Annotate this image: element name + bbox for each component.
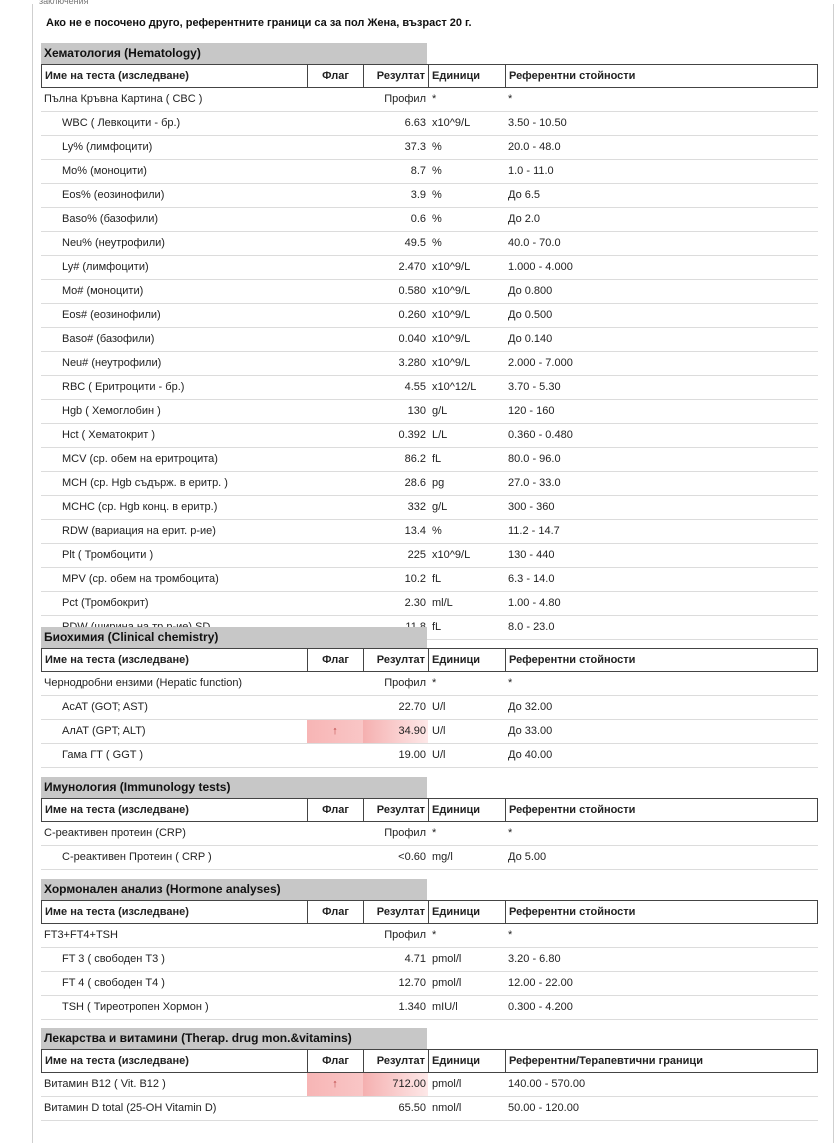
test-name: Ly% (лимфоцити) <box>62 141 153 153</box>
test-name: FT 3 ( свободен Т3 ) <box>62 953 165 965</box>
table-row <box>41 376 818 400</box>
flag-cell <box>307 328 363 351</box>
result-cell: 0.580 <box>398 285 426 297</box>
table-header <box>41 798 818 822</box>
flag-cell <box>307 136 363 159</box>
reference-cell: 80.0 - 96.0 <box>508 453 561 465</box>
section-3 <box>41 879 818 1020</box>
units-cell: fL <box>432 573 442 585</box>
reference-cell: 140.00 - 570.00 <box>508 1078 586 1090</box>
units-cell: x10^9/L <box>432 117 471 129</box>
units-cell: x10^9/L <box>432 261 471 273</box>
table-header <box>41 1049 818 1073</box>
units-cell: pmol/l <box>432 953 462 965</box>
flag-cell <box>307 448 363 471</box>
reference-cell: 3.70 - 5.30 <box>508 381 561 393</box>
test-name: Eos% (еозинофили) <box>62 189 165 201</box>
table-row <box>41 1073 818 1097</box>
header-units: Единици <box>429 901 506 923</box>
result-cell: 19.00 <box>398 749 426 761</box>
reference-cell: 3.20 - 6.80 <box>508 953 561 965</box>
flag-cell <box>307 592 363 615</box>
reference-cell: До 0.500 <box>508 309 553 321</box>
result-cell: 8.7 <box>410 165 426 177</box>
header-reference: Референтни стойности <box>509 804 636 816</box>
test-name: Neu% (неутрофили) <box>62 237 165 249</box>
units-cell: g/L <box>432 405 448 417</box>
section-4 <box>41 1028 818 1121</box>
result-cell: 10.2 <box>404 573 426 585</box>
test-name: С-реактивен протеин (CRP) <box>44 827 186 839</box>
test-name: Витамин B12 ( Vit. B12 ) <box>44 1078 166 1090</box>
cut-off-header-text: заключения <box>39 0 89 6</box>
result-cell: 4.55 <box>404 381 426 393</box>
result-cell: 13.4 <box>404 525 426 537</box>
result-cell: 0.6 <box>410 213 426 225</box>
header-flag: Флаг <box>308 1050 364 1072</box>
units-cell: % <box>432 213 442 225</box>
table-row <box>41 400 818 424</box>
table-row <box>41 88 818 112</box>
table-row <box>41 136 818 160</box>
table-row <box>41 232 818 256</box>
result-cell: Профил <box>384 93 426 105</box>
result-cell: 712.00 <box>363 1073 428 1096</box>
units-cell: % <box>432 237 442 249</box>
flag-cell <box>307 568 363 591</box>
result-cell: <0.60 <box>398 851 426 863</box>
flag-cell <box>307 304 363 327</box>
units-cell: L/L <box>432 429 448 441</box>
units-cell: * <box>432 929 437 941</box>
table-row <box>41 744 818 768</box>
units-cell: U/l <box>432 749 446 761</box>
test-name: MCV (ср. обем на еритроцита) <box>62 453 218 465</box>
table-row <box>41 544 818 568</box>
units-cell: * <box>432 677 437 689</box>
table-row <box>41 924 818 948</box>
flag-cell <box>307 696 363 719</box>
header-units: Единици <box>429 1050 506 1072</box>
reference-cell: 40.0 - 70.0 <box>508 237 561 249</box>
flag-cell <box>307 822 363 845</box>
reference-cell: 0.360 - 0.480 <box>508 429 573 441</box>
reference-cell: 8.0 - 23.0 <box>508 621 555 633</box>
test-name: FT 4 ( свободен Т4 ) <box>62 977 165 989</box>
test-name: Mo# (моноцити) <box>62 285 144 297</box>
section-title: Биохимия (Clinical chemistry) <box>41 627 427 648</box>
flag-cell: ↑ <box>307 1073 363 1096</box>
reference-cell: 2.000 - 7.000 <box>508 357 573 369</box>
header-reference: Референтни стойности <box>509 70 636 82</box>
flag-cell <box>307 544 363 567</box>
table-row <box>41 256 818 280</box>
units-cell: x10^9/L <box>432 285 471 297</box>
test-name: RDW (вариация на ерит. р-ие) <box>62 525 216 537</box>
table-header <box>41 648 818 672</box>
table-row <box>41 208 818 232</box>
flag-cell <box>307 184 363 207</box>
reference-cell: 120 - 160 <box>508 405 555 417</box>
flag-cell <box>307 1097 363 1120</box>
reference-cell: До 0.800 <box>508 285 553 297</box>
test-name: MPV (ср. обем на тромбоцита) <box>62 573 219 585</box>
table-row <box>41 948 818 972</box>
table-row <box>41 448 818 472</box>
section-title: Хормонален анализ (Hormone analyses) <box>41 879 427 900</box>
test-name: Ly# (лимфоцити) <box>62 261 149 273</box>
header-result: Резултат <box>364 65 429 87</box>
reference-cell: * <box>508 677 513 689</box>
section-title: Хематология (Hematology) <box>41 43 427 64</box>
result-cell: Профил <box>384 827 426 839</box>
test-name: АлАТ (GPT; ALT) <box>62 725 146 737</box>
table-row <box>41 280 818 304</box>
result-cell: 3.280 <box>398 357 426 369</box>
result-cell: 12.70 <box>398 977 426 989</box>
result-cell: 4.71 <box>404 953 426 965</box>
flag-cell <box>307 160 363 183</box>
test-name: Baso# (базофили) <box>62 333 155 345</box>
table-row <box>41 568 818 592</box>
header-name: Име на теста (изследване) <box>42 1050 308 1072</box>
units-cell: fL <box>432 621 442 633</box>
test-name: С-реактивен Протеин ( CRP ) <box>62 851 212 863</box>
test-name: Baso% (базофили) <box>62 213 159 225</box>
header-units: Единици <box>429 649 506 671</box>
test-name: Гама ГТ ( GGT ) <box>62 749 143 761</box>
reference-cell: До 5.00 <box>508 851 547 863</box>
table-row <box>41 696 818 720</box>
units-cell: x10^9/L <box>432 333 471 345</box>
result-cell: Профил <box>384 929 426 941</box>
result-cell: 332 <box>407 501 426 513</box>
table-row <box>41 592 818 616</box>
header-result: Резултат <box>364 649 429 671</box>
units-cell: * <box>432 827 437 839</box>
test-name: Hgb ( Хемоглобин ) <box>62 405 161 417</box>
reference-cell: * <box>508 827 513 839</box>
units-cell: * <box>432 93 437 105</box>
units-cell: pmol/l <box>432 977 462 989</box>
result-cell: 37.3 <box>404 141 426 153</box>
flag-cell <box>307 88 363 111</box>
test-name: Пълна Кръвна Картина ( CBC ) <box>44 93 203 105</box>
flag-cell <box>307 256 363 279</box>
reference-cell: 0.300 - 4.200 <box>508 1001 573 1013</box>
units-cell: % <box>432 141 442 153</box>
header-flag: Флаг <box>308 901 364 923</box>
result-cell: 3.9 <box>410 189 426 201</box>
test-name: Plt ( Тромбоцити ) <box>62 549 154 561</box>
section-title: Имунология (Immunology tests) <box>41 777 427 798</box>
flag-cell <box>307 496 363 519</box>
reference-cell: До 6.5 <box>508 189 541 201</box>
units-cell: x10^9/L <box>432 549 471 561</box>
header-name: Име на теста (изследване) <box>42 649 308 671</box>
table-header <box>41 64 818 88</box>
result-cell: 1.340 <box>398 1001 426 1013</box>
reference-cell: До 33.00 <box>508 725 553 737</box>
result-cell: 28.6 <box>404 477 426 489</box>
units-cell: ml/L <box>432 597 453 609</box>
reference-cell: До 40.00 <box>508 749 553 761</box>
table-row <box>41 1097 818 1121</box>
flag-cell <box>307 972 363 995</box>
test-name: Витамин D total (25-OH Vitamin D) <box>44 1102 217 1114</box>
units-cell: g/L <box>432 501 448 513</box>
units-cell: fL <box>432 453 442 465</box>
test-name: Eos# (еозинофили) <box>62 309 161 321</box>
test-name: WBC ( Левкоцити - бр.) <box>62 117 181 129</box>
units-cell: pg <box>432 477 445 489</box>
section-0 <box>41 43 818 640</box>
flag-cell <box>307 232 363 255</box>
reference-cell: 6.3 - 14.0 <box>508 573 555 585</box>
result-cell: 0.392 <box>398 429 426 441</box>
units-cell: mIU/l <box>432 1001 458 1013</box>
units-cell: pmol/l <box>432 1078 462 1090</box>
result-cell: 0.040 <box>398 333 426 345</box>
units-cell: nmol/l <box>432 1102 462 1114</box>
flag-cell <box>307 112 363 135</box>
flag-cell <box>307 208 363 231</box>
reference-cell: * <box>508 929 513 941</box>
section-title: Лекарства и витамини (Therap. drug mon.&vitamins) <box>41 1028 427 1049</box>
section-1 <box>41 627 818 768</box>
flag-cell <box>307 376 363 399</box>
reference-cell: 11.2 - 14.7 <box>508 525 560 537</box>
flag-cell <box>307 948 363 971</box>
header-reference: Референтни стойности <box>509 906 636 918</box>
header-units: Единици <box>429 65 506 87</box>
flag-cell <box>307 744 363 767</box>
header-units: Единици <box>429 799 506 821</box>
header-name: Име на теста (изследване) <box>42 65 308 87</box>
test-name: FT3+FT4+TSH <box>44 929 118 941</box>
flag-cell <box>307 996 363 1019</box>
table-row <box>41 352 818 376</box>
reference-cell: 3.50 - 10.50 <box>508 117 567 129</box>
table-header <box>41 900 818 924</box>
reference-cell: 27.0 - 33.0 <box>508 477 561 489</box>
test-name: Pct (Тромбокрит) <box>62 597 149 609</box>
section-2 <box>41 777 818 870</box>
result-cell: 225 <box>407 549 426 561</box>
reference-cell: До 32.00 <box>508 701 553 713</box>
flag-cell <box>307 424 363 447</box>
result-cell: 2.30 <box>404 597 426 609</box>
flag-cell <box>307 672 363 695</box>
header-reference: Референтни/Терапевтични граници <box>509 1055 703 1067</box>
result-cell: 22.70 <box>398 701 426 713</box>
table-row <box>41 424 818 448</box>
table-row <box>41 496 818 520</box>
units-cell: mg/l <box>432 851 453 863</box>
table-row <box>41 720 818 744</box>
test-name: MCHC (ср. Hgb конц. в еритр.) <box>62 501 218 513</box>
reference-cell: 20.0 - 48.0 <box>508 141 561 153</box>
flag-cell <box>307 280 363 303</box>
flag-cell <box>307 520 363 543</box>
result-cell: 65.50 <box>398 1102 426 1114</box>
reference-cell: 1.000 - 4.000 <box>508 261 573 273</box>
reference-cell: 300 - 360 <box>508 501 555 513</box>
table-row <box>41 328 818 352</box>
units-cell: % <box>432 525 442 537</box>
table-row <box>41 822 818 846</box>
test-name: Mo% (моноцити) <box>62 165 147 177</box>
flag-cell <box>307 846 363 869</box>
table-row <box>41 472 818 496</box>
result-cell: 49.5 <box>404 237 426 249</box>
table-row <box>41 996 818 1020</box>
header-name: Име на теста (изследване) <box>42 799 308 821</box>
result-cell: 130 <box>407 405 426 417</box>
table-row <box>41 112 818 136</box>
table-row <box>41 304 818 328</box>
test-name: MCH (ср. Hgb съдърж. в еритр. ) <box>62 477 228 489</box>
reference-cell: * <box>508 93 513 105</box>
table-row <box>41 520 818 544</box>
header-result: Резултат <box>364 901 429 923</box>
flag-cell <box>307 352 363 375</box>
result-cell: 6.63 <box>404 117 426 129</box>
test-name: TSH ( Тиреотропен Хормон ) <box>62 1001 209 1013</box>
reference-cell: 130 - 440 <box>508 549 555 561</box>
reference-cell: 1.0 - 11.0 <box>508 165 554 177</box>
units-cell: % <box>432 165 442 177</box>
table-row <box>41 672 818 696</box>
header-name: Име на теста (изследване) <box>42 901 308 923</box>
test-name: Hct ( Хематокрит ) <box>62 429 156 441</box>
test-name: RBC ( Еритроцити - бр.) <box>62 381 185 393</box>
test-name: Neu# (неутрофили) <box>62 357 162 369</box>
reference-cell: До 0.140 <box>508 333 553 345</box>
units-cell: U/l <box>432 725 446 737</box>
header-flag: Флаг <box>308 649 364 671</box>
units-cell: x10^12/L <box>432 381 477 393</box>
flag-cell <box>307 400 363 423</box>
table-row <box>41 972 818 996</box>
reference-cell: 50.00 - 120.00 <box>508 1102 579 1114</box>
header-result: Резултат <box>364 799 429 821</box>
result-cell: 2.470 <box>398 261 426 273</box>
header-result: Резултат <box>364 1050 429 1072</box>
reference-cell: 1.00 - 4.80 <box>508 597 561 609</box>
units-cell: x10^9/L <box>432 309 471 321</box>
table-row <box>41 846 818 870</box>
reference-cell: До 2.0 <box>508 213 541 225</box>
units-cell: x10^9/L <box>432 357 471 369</box>
header-flag: Флаг <box>308 799 364 821</box>
units-cell: U/l <box>432 701 446 713</box>
test-name: АсАТ (GOT; AST) <box>62 701 148 713</box>
table-row <box>41 184 818 208</box>
reference-cell: 12.00 - 22.00 <box>508 977 573 989</box>
table-row <box>41 160 818 184</box>
header-flag: Флаг <box>308 65 364 87</box>
result-cell: 0.260 <box>398 309 426 321</box>
flag-cell <box>307 924 363 947</box>
flag-cell: ↑ <box>307 720 363 743</box>
flag-cell <box>307 472 363 495</box>
units-cell: % <box>432 189 442 201</box>
reference-note: Ако не е посочено друго, референтните граници са за пол Жена, възраст 20 г. <box>46 17 472 29</box>
result-cell: Профил <box>384 677 426 689</box>
test-name: Чернодробни ензими (Hepatic function) <box>44 677 243 689</box>
result-cell: 86.2 <box>404 453 426 465</box>
header-reference: Референтни стойности <box>509 654 636 666</box>
result-cell: 34.90 <box>363 720 428 743</box>
